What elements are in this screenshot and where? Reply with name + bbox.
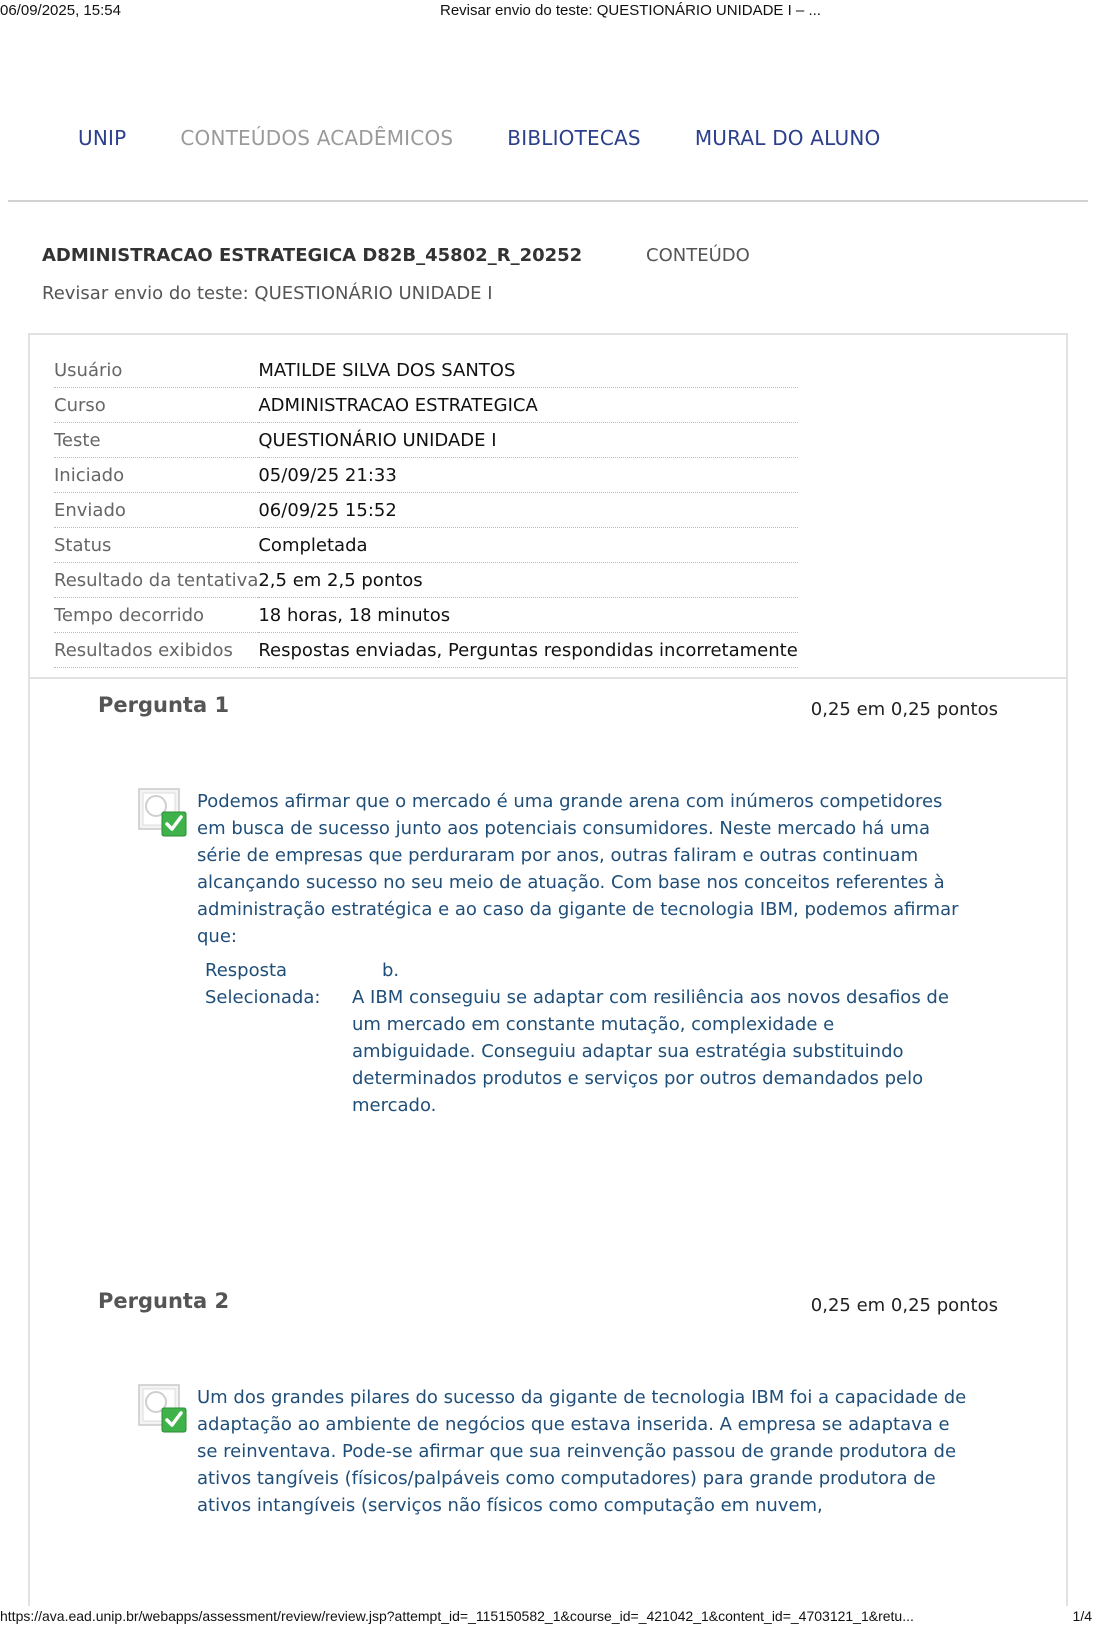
page-subtitle: Revisar envio do teste: QUESTIONÁRIO UNIDADE I [42, 283, 493, 304]
question-1-answer-text: A IBM conseguiu se adaptar com resiliência aos novos desafios de um mercado em constante mutação, complexidade e ambiguidade. Conseguiu adaptar sua estratégia substituindo determinados produtos e serviços por outros demandados pelo mercado. [352, 987, 949, 1116]
summary-row-teste [54, 423, 798, 458]
summary-value: 06/09/25 15:52 [258, 493, 798, 528]
summary-label: Curso [54, 388, 258, 423]
correct-check-icon [138, 1384, 188, 1434]
summary-value: 2,5 em 2,5 pontos [258, 563, 798, 598]
summary-row-status [54, 528, 798, 563]
summary-row-tempo [54, 598, 798, 633]
nav-link-unip[interactable]: UNIP [78, 126, 127, 150]
print-page-number: 1/4 [1072, 1608, 1092, 1624]
summary-label: Usuário [54, 353, 258, 388]
nav-divider [8, 200, 1088, 202]
print-datetime: 06/09/2025, 15:54 [0, 2, 121, 19]
summary-row-enviado [54, 493, 798, 528]
nav-link-bibliotecas[interactable]: BIBLIOTECAS [507, 126, 641, 150]
print-url: https://ava.ead.unip.br/webapps/assessment/review/review.jsp?attempt_id=_115150582_1&course_id=_421042_1&content_id=_4703121_1&retu... [0, 1608, 914, 1624]
summary-row-resultados-exibidos [54, 633, 798, 668]
summary-row-resultado [54, 563, 798, 598]
summary-label: Teste [54, 423, 258, 458]
course-title: ADMINISTRACAO ESTRATEGICA D82B_45802_R_20252 [42, 245, 583, 266]
summary-value: Respostas enviadas, Perguntas respondidas incorretamente [258, 633, 798, 668]
attempt-summary-panel [28, 333, 1068, 679]
course-content-link[interactable]: CONTEÚDO [646, 245, 750, 266]
attempt-summary-table [54, 353, 798, 668]
summary-row-usuario [54, 353, 798, 388]
question-1-text: Podemos afirmar que o mercado é uma grande arena com inúmeros competidores em busca de sucesso junto aos potenciais consumidores. Neste mercado há uma série de empresas que perduraram por anos, outras faliram e outras continuam alcançando sucesso no seu meio de atuação. Com base nos conceitos referentes à administração estratégica e ao caso da gigante de tecnologia IBM, podemos afirmar que: [197, 791, 959, 947]
top-navigation [78, 120, 880, 156]
print-footer [0, 1606, 1096, 1627]
summary-label: Tempo decorrido [54, 598, 258, 633]
summary-row-curso [54, 388, 798, 423]
print-header [0, 0, 1096, 24]
summary-value: QUESTIONÁRIO UNIDADE I [258, 423, 798, 458]
question-1-title: Pergunta 1 [98, 693, 230, 717]
summary-value: 18 horas, 18 minutos [258, 598, 798, 633]
question-1-score: 0,25 em 0,25 pontos [810, 699, 998, 720]
summary-row-iniciado [54, 458, 798, 493]
questions-area [28, 679, 1068, 1627]
summary-label: Iniciado [54, 458, 258, 493]
question-1-answer-letter: b. [382, 960, 400, 981]
nav-link-mural-do-aluno[interactable]: MURAL DO ALUNO [694, 126, 881, 150]
question-2-score: 0,25 em 0,25 pontos [810, 1295, 998, 1316]
summary-value: 05/09/25 21:33 [258, 458, 798, 493]
summary-label: Status [54, 528, 258, 563]
summary-value: MATILDE SILVA DOS SANTOS [258, 353, 798, 388]
question-2-title: Pergunta 2 [98, 1289, 230, 1313]
question-1-answer-label: Resposta Selecionada: [205, 960, 321, 1008]
summary-label: Enviado [54, 493, 258, 528]
question-2-text: Um dos grandes pilares do sucesso da gigante de tecnologia IBM foi a capacidade de adaptação ao ambiente de negócios que estava inserida. A empresa se adaptava e se reinventava. Pode-se afirmar que sua reinvenção passou de grande produtora de ativos tangíveis (físicos/palpáveis como computadores) para grande produtora de ativos intangíveis (serviços não físicos como computação em nuvem, [197, 1387, 967, 1516]
summary-value: Completada [258, 528, 798, 563]
summary-label: Resultado da tentativa [54, 563, 258, 598]
summary-label: Resultados exibidos [54, 633, 258, 668]
correct-check-icon [138, 788, 188, 838]
summary-value: ADMINISTRACAO ESTRATEGICA [258, 388, 798, 423]
print-page-title: Revisar envio do teste: QUESTIONÁRIO UNIDADE I – ... [440, 2, 821, 19]
nav-link-conteudos-academicos[interactable]: CONTEÚDOS ACADÊMICOS [180, 126, 454, 150]
